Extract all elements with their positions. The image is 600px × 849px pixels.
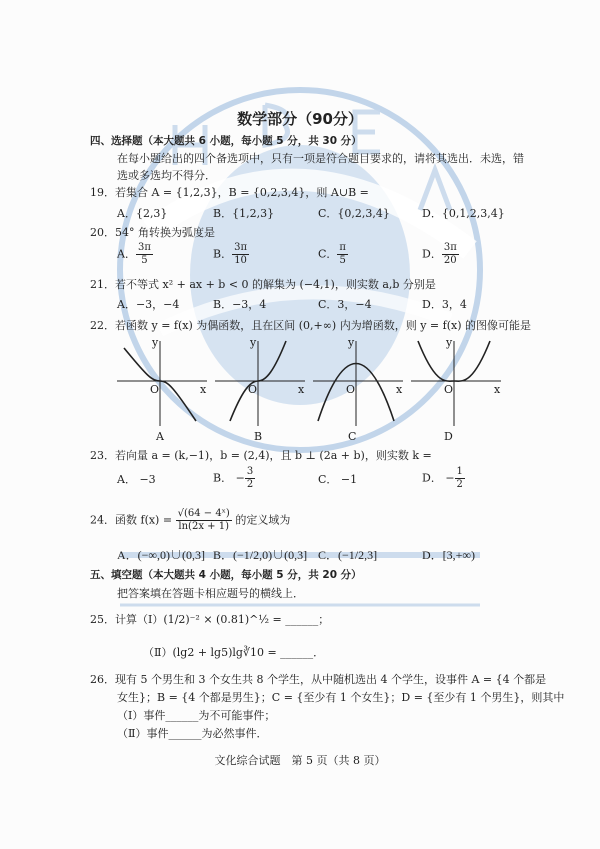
graph-c xyxy=(313,341,403,426)
q20-option-a: A． $\frac{3\pi}{5}$ xyxy=(117,242,151,266)
q21-option-a: A．−3，−4 xyxy=(117,298,180,311)
graph-d-y-label: y xyxy=(446,336,453,349)
q23-option-c: C． −1 xyxy=(318,472,358,486)
graph-b-label: B xyxy=(254,430,263,443)
q20-option-d: D． $\frac{3\pi}{20}$ xyxy=(422,242,457,266)
graph-c-y-label: y xyxy=(348,336,355,349)
q24-stem: 24．函数 f(x) = $\frac{\text{√(64 − 4ˣ)}}{\ln(2x + 1)}$ 的定义域为 xyxy=(90,508,291,532)
q23-option-d: D． − $\frac{1}{2}$ xyxy=(422,466,463,490)
graph-d xyxy=(411,341,501,426)
q21-option-d: D．3，4 xyxy=(422,298,467,311)
q25-part2: （Ⅱ）(lg2 + lg5)lg∛10 = ______． xyxy=(143,646,325,659)
q19-option-a: A．{2,3} xyxy=(117,207,168,220)
q24-option-a: A．(−∞,0)∪(0,3] xyxy=(117,548,205,562)
graph-d-x-label: x xyxy=(494,383,501,396)
section5-heading: 五、填空题（本大题共 4 小题，每小题 5 分，共 20 分） xyxy=(90,569,362,581)
q26-part2: （Ⅱ）事件______为必然事件． xyxy=(117,727,268,740)
page-title: 数学部分（90分） xyxy=(237,110,363,128)
graph-a xyxy=(117,341,207,426)
q24-option-c: C．(−1/2,3] xyxy=(318,548,378,562)
graph-d-origin: O xyxy=(444,383,454,396)
q25-part1: 25．计算（Ⅰ）(1/2)⁻² × (0.81)^½ = ______； xyxy=(90,613,330,626)
q19-options xyxy=(117,205,587,221)
q26-part1: （Ⅰ）事件______为不可能事件； xyxy=(117,709,276,722)
graph-b-x-label: x xyxy=(298,383,305,396)
q19-option-b: B．{1,2,3} xyxy=(213,207,275,220)
q23-options xyxy=(117,466,587,491)
graph-b-origin: O xyxy=(248,383,258,396)
q21-options xyxy=(117,296,587,312)
section5-instructions: 把答案填在答题卡相应题号的横线上． xyxy=(117,587,304,600)
graph-b-y-label: y xyxy=(250,336,257,349)
graph-c-label: C xyxy=(348,430,357,443)
page-footer: 文化综合试题 第 5 页（共 8 页） xyxy=(214,754,386,767)
q19-option-d: D．{0,1,2,3,4} xyxy=(422,207,505,220)
q21-option-b: B．−3，4 xyxy=(213,298,267,311)
graph-b xyxy=(215,341,305,426)
q20-option-b: B． $\frac{3\pi}{10}$ xyxy=(213,242,248,266)
section4-heading: 四、选择题（本大题共 6 小题，每小题 5 分，共 30 分） xyxy=(90,135,362,147)
q20-options xyxy=(117,242,587,267)
q24-option-d: D．[3,+∞) xyxy=(422,548,475,562)
graph-a-label: A xyxy=(156,430,164,443)
graph-d-label: D xyxy=(444,430,453,443)
q19-stem: 19．若集合 A = {1,2,3}，B = {0,2,3,4}，则 A∪B = xyxy=(90,186,369,199)
q24-option-b: B．(−1/2,0)∪(0,3] xyxy=(213,548,308,562)
q23-stem: 23．若向量 a = (k,−1)，b = (2,4)，且 b ⊥ (2a + b)，则实数 k = xyxy=(90,449,432,462)
graph-a-x-label: x xyxy=(200,383,207,396)
section4-instructions-cont: 选或多选均不得分． xyxy=(117,169,216,182)
graph-c-origin: O xyxy=(346,383,356,396)
q26-line2: 女生}；B = {4 个都是男生}；C = {至少有 1 个女生}；D = {至少有 1 个男生}，则其中 xyxy=(117,691,565,704)
q26-line1: 26．现有 5 个男生和 3 个女生共 8 个学生，从中随机选出 4 个学生，设事件 A = {4 个都是 xyxy=(90,673,547,686)
q22-stem: 22．若函数 y = f(x) 为偶函数，且在区间 (0,+∞) 内为增函数，则 y = f(x) 的图像可能是 xyxy=(90,319,531,332)
section4-instructions: 在每小题给出的四个备选项中，只有一项是符合题目要求的，请将其选出．未选，错 xyxy=(117,152,524,165)
q20-stem: 20．54° 角转换为弧度是 xyxy=(90,226,215,239)
q20-option-c: C． $\frac{\pi}{5}$ xyxy=(318,242,346,266)
q19-option-c: C．{0,2,3,4} xyxy=(318,207,390,220)
graph-c-x-label: x xyxy=(396,383,403,396)
q23-option-a: A． −3 xyxy=(117,472,156,486)
graph-a-y-label: y xyxy=(152,336,159,349)
q23-option-b: B． − $\frac{3}{2}$ xyxy=(213,466,254,490)
q21-stem: 21．若不等式 x² + ax + b < 0 的解集为 (−4,1)，则实数 a,b 分别是 xyxy=(90,278,436,291)
graph-a-origin: O xyxy=(150,383,160,396)
q24-options xyxy=(117,546,587,563)
q21-option-c: C．3，−4 xyxy=(318,298,372,311)
